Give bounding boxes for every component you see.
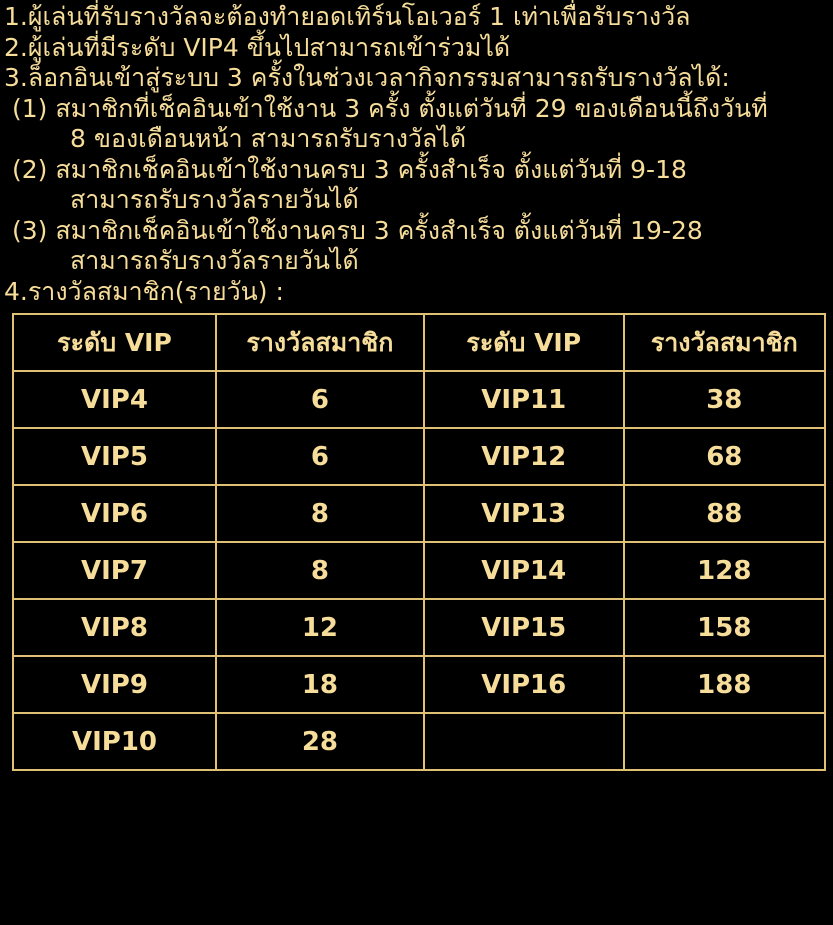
table-cell: 8 [216,485,424,542]
table-cell: VIP7 [13,542,216,599]
table-header-cell: รางวัลสมาชิก [216,314,424,371]
table-cell: VIP6 [13,485,216,542]
table-cell: VIP16 [424,656,624,713]
table-row [13,542,825,599]
rules-list [4,2,829,307]
table-cell: 158 [624,599,825,656]
table-header-cell: ระดับ VIP [424,314,624,371]
table-cell: 12 [216,599,424,656]
table-header-row [13,314,825,371]
table-cell [424,713,624,770]
table-row [13,485,825,542]
rule-line: 4.รางวัลสมาชิก(รายวัน) : [4,276,284,306]
table-row [13,713,825,770]
rule-line: 8 ของเดือนหน้า สามารถรับรางวัลได้ [70,124,467,153]
table-cell: 6 [216,428,424,485]
rule-line: (1) สมาชิกที่เช็คอินเข้าใช้งาน 3 ครั้ง ตั้งแต่วันที่ 29 ของเดือนนี้ถึงวันที่ [12,93,768,123]
vip-reward-table-wrapper [4,313,829,771]
table-header-cell: รางวัลสมาชิก [624,314,825,371]
table-cell: VIP10 [13,713,216,770]
table-cell: 128 [624,542,825,599]
table-header-cell: ระดับ VIP [13,314,216,371]
table-cell: VIP11 [424,371,624,428]
table-cell: 8 [216,542,424,599]
rule-line: (2) สมาชิกเช็คอินเข้าใช้งานครบ 3 ครั้งสำเร็จ ตั้งแต่วันที่ 9-18 [12,154,687,184]
table-cell: 6 [216,371,424,428]
rule-line: สามารถรับรางวัลรายวันได้ [70,185,359,214]
table-cell [624,713,825,770]
table-cell: VIP5 [13,428,216,485]
table-row [13,371,825,428]
table-cell: 68 [624,428,825,485]
table-cell: 38 [624,371,825,428]
table-cell: 18 [216,656,424,713]
table-cell: 88 [624,485,825,542]
vip-reward-table [12,313,826,771]
table-cell: VIP13 [424,485,624,542]
table-cell: VIP4 [13,371,216,428]
table-row [13,428,825,485]
table-row [13,656,825,713]
table-cell: VIP8 [13,599,216,656]
table-cell: VIP14 [424,542,624,599]
table-cell: VIP12 [424,428,624,485]
table-cell: 188 [624,656,825,713]
rule-line: 3.ล็อกอินเข้าสู่ระบบ 3 ครั้งในช่วงเวลากิจกรรมสามารถรับรางวัลได้: [4,63,730,92]
table-cell: VIP15 [424,599,624,656]
table-cell: VIP9 [13,656,216,713]
table-row [13,599,825,656]
table-cell: 28 [216,713,424,770]
rule-line: (3) สมาชิกเช็คอินเข้าใช้งานครบ 3 ครั้งสำเร็จ ตั้งแต่วันที่ 19-28 [12,215,703,245]
rule-line: สามารถรับรางวัลรายวันได้ [70,246,359,275]
rule-line: 1.ผู้เล่นที่รับรางวัลจะต้องทำยอดเทิร์นโอเวอร์ 1 เท่าเพื่อรับรางวัล [4,2,691,31]
rule-line: 2.ผู้เล่นที่มีระดับ VIP4 ขึ้นไปสามารถเข้าร่วมได้ [4,32,511,62]
